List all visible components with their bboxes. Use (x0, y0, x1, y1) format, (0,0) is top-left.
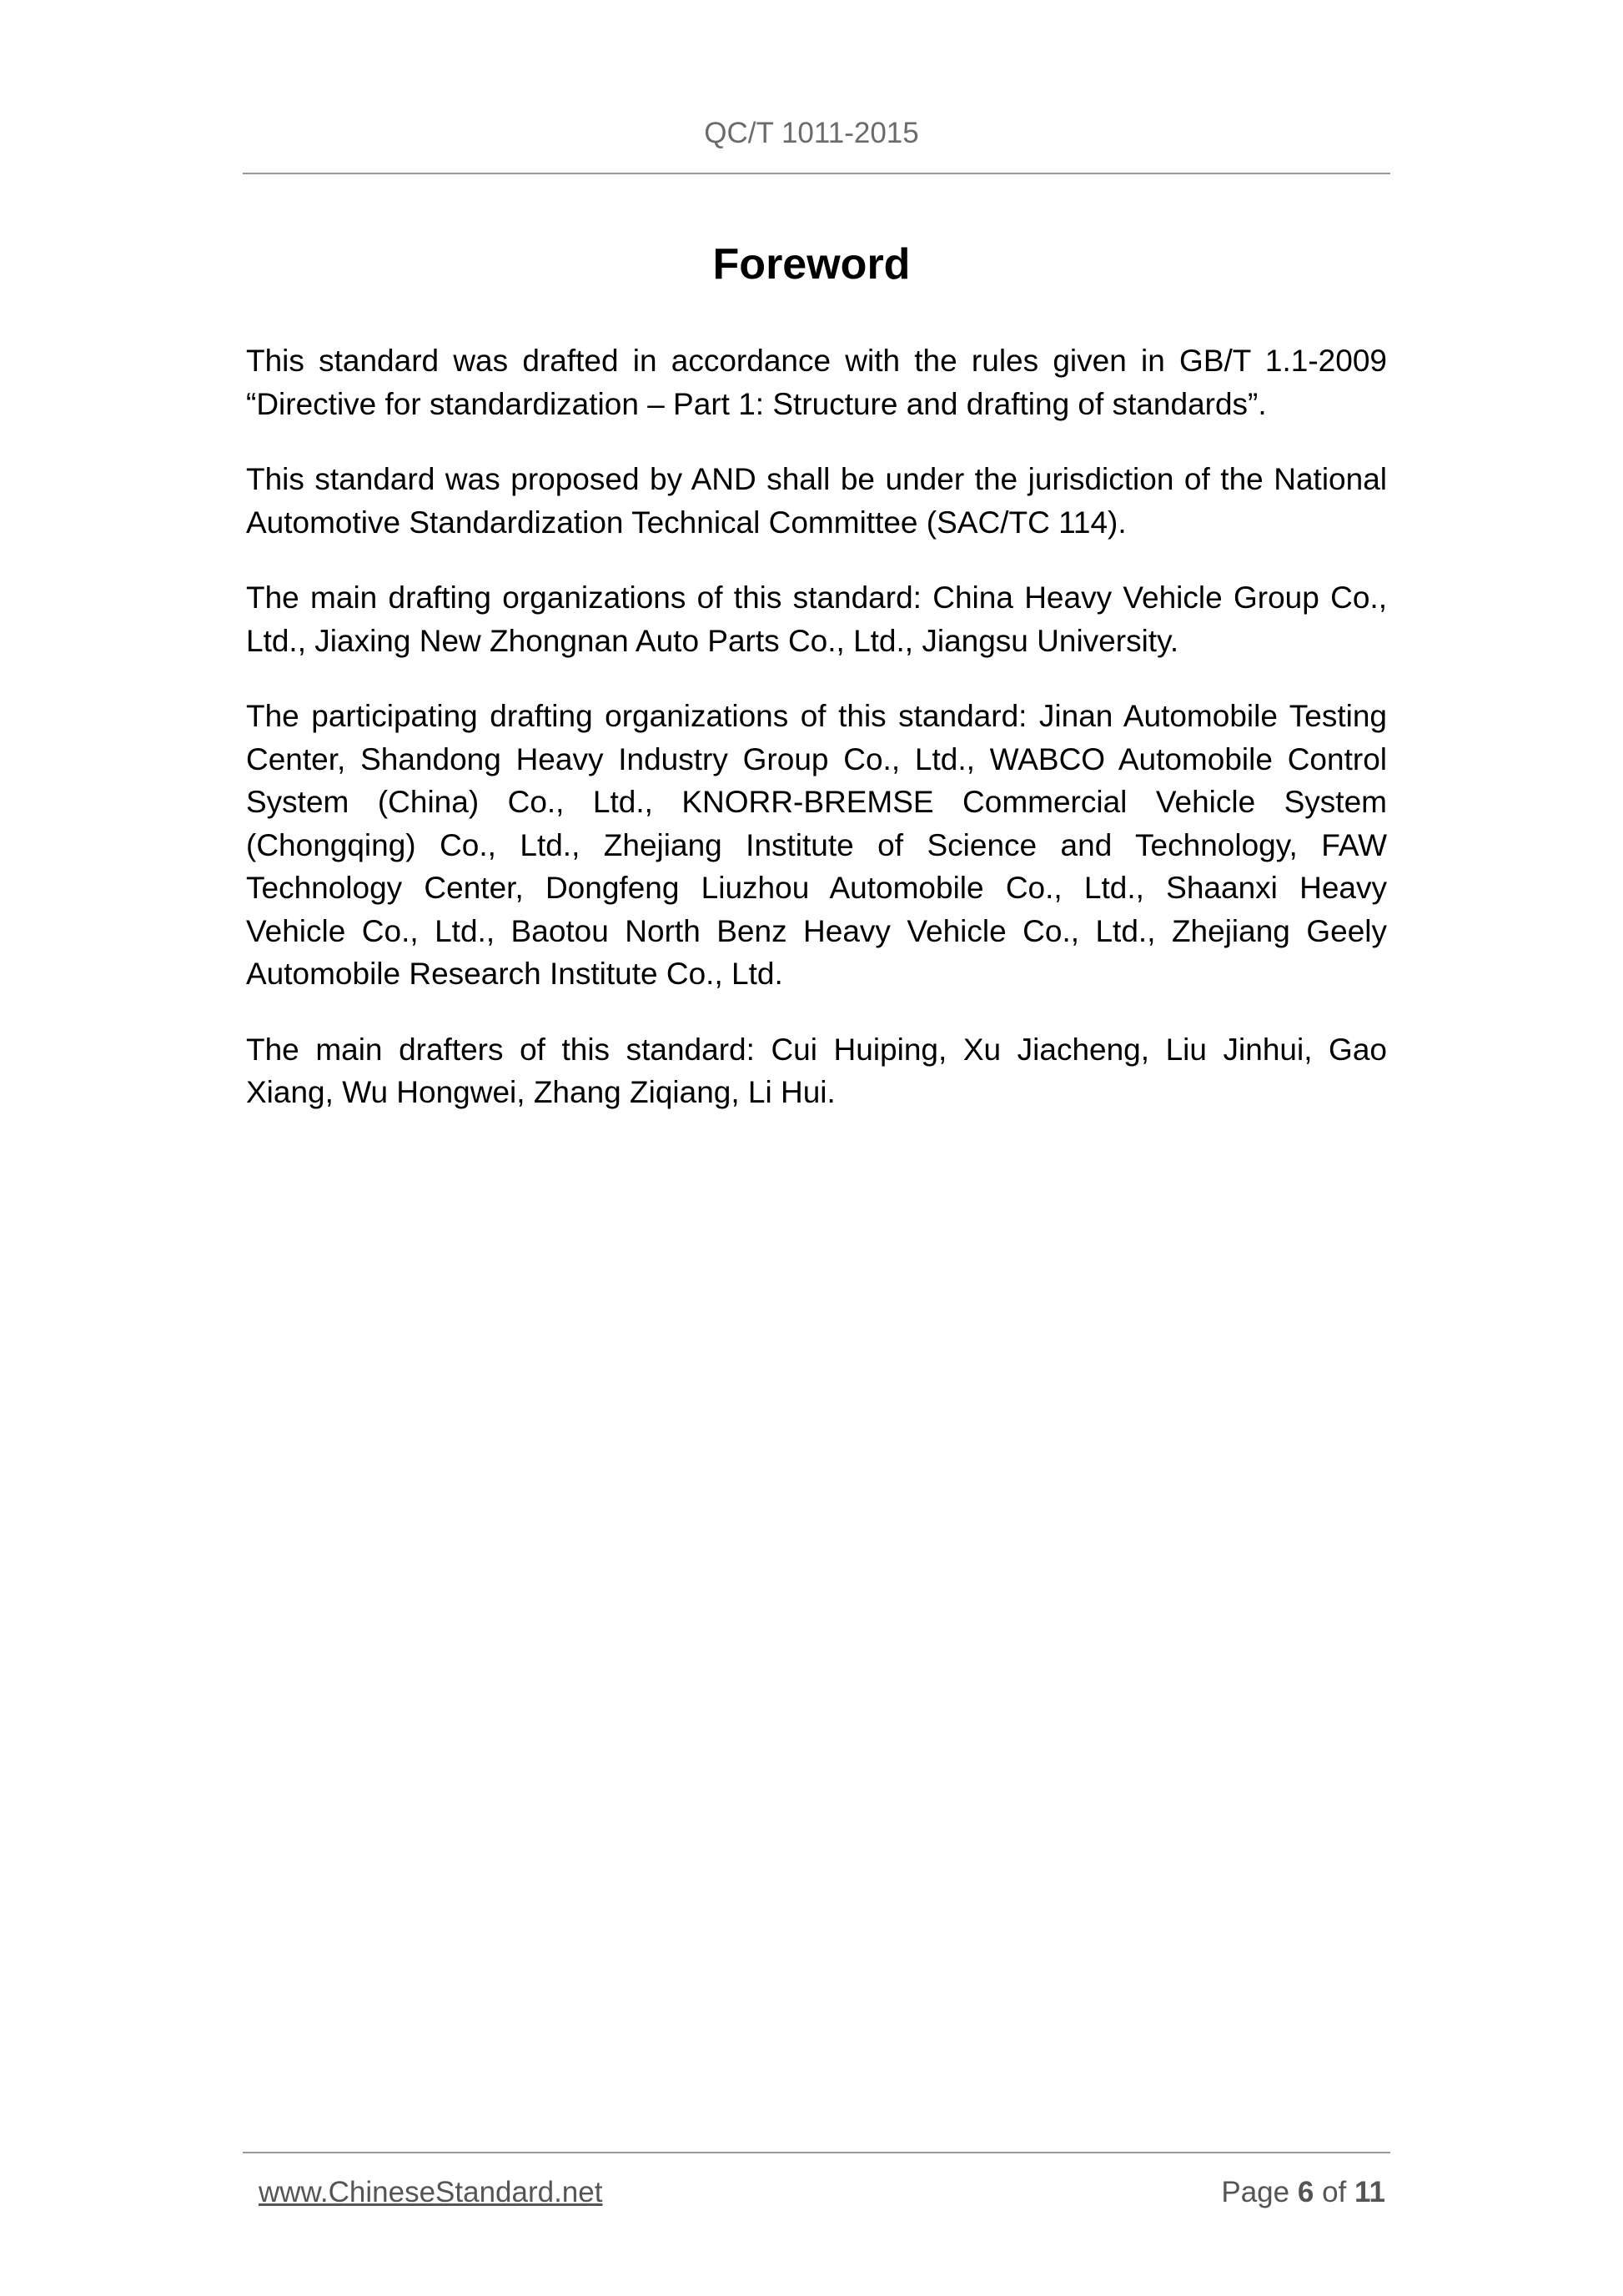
paragraph-drafting-rules: This standard was drafted in accordance with the rules given in GB/T 1.1-2009 “Directive for standardization – Part 1: Structure and drafting of standards”. (246, 344, 1387, 421)
paragraph-participating-organizations: The participating drafting organizations of this standard: Jinan Automobile Testing Center, Shandong Heavy Industry Group Co., Ltd., WABCO Automobile Control System (China) Co., Ltd., KNORR-BREMSE Commercial Vehicle System (Chongqing) Co., Ltd., Zhejiang Institute of Science and Technology, FAW Technology Center, Dongfeng Liuzhou Automobile Co., Ltd., Shaanxi Heavy Vehicle Co., Ltd., Baotou North Benz Heavy Vehicle Co., Ltd., Zhejiang Geely Automobile Research Institute Co., Ltd. (246, 699, 1387, 991)
page-total: 11 (1354, 2176, 1385, 2208)
paragraph-main-drafters: The main drafters of this standard: Cui Huiping, Xu Jiacheng, Liu Jinhui, Gao Xiang, Wu Hongwei, Zhang Ziqiang, Li Hui. (246, 1032, 1387, 1109)
foreword-body (246, 339, 1387, 1147)
page-prefix: Page (1221, 2176, 1290, 2208)
paragraph-main-organizations: The main drafting organizations of this standard: China Heavy Vehicle Group Co., Ltd., Jiaxing New Zhongnan Auto Parts Co., Ltd., Jiangsu University. (246, 580, 1387, 658)
header-divider (243, 173, 1390, 174)
page-current: 6 (1297, 2176, 1314, 2208)
page-of: of (1322, 2176, 1347, 2208)
page-number (1221, 2174, 1385, 2211)
running-header: QC/T 1011-2015 (704, 117, 919, 149)
page-title: Foreword (712, 240, 911, 289)
footer-divider (243, 2152, 1390, 2153)
paragraph-jurisdiction: This standard was proposed by AND shall be under the jurisdiction of the National Automotive Standardization Technical Committee (SAC/TC 114). (246, 462, 1387, 540)
website-link[interactable]: www.ChineseStandard.net (259, 2176, 603, 2208)
